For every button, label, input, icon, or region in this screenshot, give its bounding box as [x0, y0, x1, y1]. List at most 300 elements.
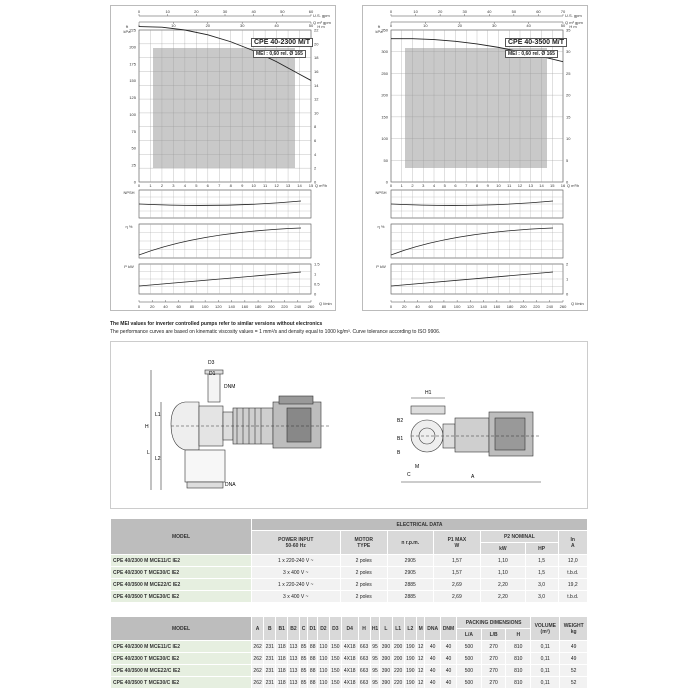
bottom-tick-label: 0: [137, 304, 141, 309]
table-row: [111, 677, 588, 689]
cell-dim: 12: [416, 653, 425, 665]
y-tick-label: 300: [381, 49, 388, 55]
cell-weight: 52: [560, 665, 588, 677]
cell-power: 1 x 220-240 V ~: [252, 555, 341, 567]
cell-dim: 663: [358, 653, 370, 665]
bottom-tick-label: 80: [189, 304, 195, 309]
dim-d1: D1: [209, 371, 216, 377]
cell-volume: 0,11: [531, 653, 560, 665]
x-tick-label: 10: [251, 183, 256, 188]
y-tick-label: 350: [381, 27, 388, 33]
dim-l: L: [147, 450, 150, 456]
cell-packing: 810: [506, 677, 531, 689]
top-tick-label: 50: [280, 9, 285, 14]
cell-rpm: 2885: [387, 591, 433, 603]
cell-dim: 95: [370, 653, 380, 665]
y-tick-label: 10: [566, 136, 571, 142]
x-tick-label: 2: [411, 183, 414, 188]
y-tick-label: 0: [566, 179, 569, 185]
dim-h: H: [145, 424, 149, 430]
operating-range: [153, 48, 295, 168]
top-tick-label: 20: [205, 23, 211, 28]
cell-dim: 95: [370, 641, 380, 653]
cell-dim: 231: [264, 641, 276, 653]
y-tick-label: 5: [566, 157, 569, 163]
col-d1: D1: [308, 617, 318, 641]
col-d2: D2: [318, 617, 330, 641]
cell-dim: 663: [358, 641, 370, 653]
bottom-tick-label: 20: [150, 304, 155, 309]
power-tick-label: 0: [314, 291, 317, 297]
col-packing-1: L/B: [481, 629, 506, 641]
x-tick-label: 4: [432, 183, 436, 188]
cell-dim: 190: [404, 677, 416, 689]
cell-in: 19,2: [558, 579, 587, 591]
y-axis-label-ft: ft: [377, 24, 381, 29]
cell-dim: 390: [380, 641, 392, 653]
cell-dim: 118: [276, 677, 288, 689]
bottom-tick-label: 80: [441, 304, 447, 309]
bottom-tick-label: 260: [559, 304, 567, 309]
top-tick-label: 40: [251, 9, 256, 14]
cell-dim: 150: [329, 653, 341, 665]
bottom-tick-label: 100: [453, 304, 461, 309]
cell-kw: 1,10: [481, 555, 525, 567]
y-tick-label: 25: [131, 162, 136, 168]
y-tick-label: 20: [566, 92, 571, 98]
cell-model: CPE 40/3500 T MCE30/C IE2: [111, 677, 252, 689]
y-tick-label: 100: [381, 136, 388, 142]
x-tick-label: 15: [308, 183, 314, 188]
efficiency-label: η %: [125, 224, 133, 229]
cell-power: 1 x 220-240 V ~: [252, 579, 341, 591]
top-tick-label: 70: [560, 9, 566, 14]
y-axis-label: kPa: [123, 29, 131, 34]
col-kw: kW: [481, 543, 525, 555]
bottom-tick-label: 160: [493, 304, 501, 309]
x-tick-label: 11: [263, 183, 268, 188]
electrical-caption: ELECTRICAL DATA: [252, 519, 588, 531]
cell-dim: 113: [288, 641, 300, 653]
cell-weight: 49: [560, 653, 588, 665]
bottom-tick-label: 160: [241, 304, 249, 309]
table-row: [111, 555, 588, 567]
top-tick-label: 40: [274, 23, 279, 28]
dim-b1: B1: [397, 436, 404, 442]
col-dnm: DNM: [440, 617, 456, 641]
cell-model: CPE 40/2300 T MCE30/C IE2: [111, 653, 252, 665]
cell-packing: 500: [457, 653, 482, 665]
y-tick-label: 8: [314, 124, 317, 130]
bottom-tick-label: 100: [201, 304, 209, 309]
bottom-tick-label: 200: [267, 304, 275, 309]
col-d3: D3: [329, 617, 341, 641]
cell-dim: 118: [276, 653, 288, 665]
chart-mei-label: MEI : 0,60 rel. Ø 165: [505, 50, 558, 58]
pump-top-view: [401, 398, 541, 482]
bottom-axis-label: Q l/min: [319, 301, 332, 306]
cell-hp: 1,5: [525, 567, 558, 579]
dim-d3: D3: [208, 360, 215, 366]
y-tick-label: 25: [566, 70, 571, 76]
dim-dna: DNA: [225, 482, 236, 488]
x-tick-label: 1: [400, 183, 403, 188]
cell-packing: 810: [506, 665, 531, 677]
col-power-input: POWER INPUT 50-60 Hz: [252, 531, 341, 555]
cell-model: CPE 40/3500 T MCE30/C IE2: [111, 591, 252, 603]
performance-note: The performance curves are based on kinematic viscosity values = 1 mm²/s and density equal to 1000 kg/m³. Curve tolerance according to ISO 9906.: [110, 329, 441, 335]
cell-volume: 0,11: [531, 641, 560, 653]
cell-dim: 150: [329, 677, 341, 689]
cell-dim: 390: [380, 653, 392, 665]
table-row: [111, 591, 588, 603]
col-b2: B2: [288, 617, 300, 641]
cell-packing: 270: [481, 641, 506, 653]
y-tick-label: 225: [129, 27, 136, 33]
top-tick-label: 30: [462, 9, 467, 14]
y-tick-label: 250: [381, 70, 388, 76]
bottom-tick-label: 240: [546, 304, 554, 309]
x-tick-label: 12: [274, 183, 279, 188]
cell-dim: 150: [329, 641, 341, 653]
bottom-tick-label: 260: [307, 304, 315, 309]
cell-in: t.b.d.: [558, 567, 587, 579]
x-tick-label: 9: [241, 183, 244, 188]
cell-dim: 190: [404, 665, 416, 677]
top-tick-label: 0: [389, 23, 393, 28]
cell-dim: 40: [425, 653, 440, 665]
chart-model-label: CPE 40-2300 M/T: [251, 38, 313, 47]
cell-packing: 270: [481, 665, 506, 677]
cell-dim: 118: [276, 665, 288, 677]
cell-dim: 113: [288, 665, 300, 677]
col-packing-2: H: [506, 629, 531, 641]
cell-motor: 2 poles: [340, 591, 387, 603]
cell-dim: 190: [404, 653, 416, 665]
x-tick-label: 12: [517, 183, 523, 188]
bottom-axis-label: Q l/min: [571, 301, 584, 306]
top-axis-usgpm-label: U.S. gpm: [565, 13, 582, 18]
cell-power: 3 x 400 V ~: [252, 591, 341, 603]
cell-hp: 3,0: [525, 579, 558, 591]
table-row: [111, 567, 588, 579]
x-tick-label: 2: [160, 183, 164, 188]
y-tick-label: 22: [314, 27, 319, 33]
pump-side-view: [151, 370, 329, 490]
col-h1: H1: [370, 617, 380, 641]
table-row: [111, 641, 588, 653]
top-tick-label: 0: [137, 23, 141, 28]
col-m: M: [416, 617, 425, 641]
power-tick-label: 0.5: [314, 281, 320, 287]
cell-dim: 118: [276, 641, 288, 653]
cell-dim: 85: [299, 665, 308, 677]
cell-p1: 1,57: [433, 555, 481, 567]
power-label: P kW: [124, 264, 134, 269]
y-tick-label: 0: [133, 179, 136, 185]
y-tick-label: 0: [385, 179, 388, 185]
mei-note: The MEI values for inverter controlled pumps refer to similar versions without electronics: [110, 321, 323, 327]
col-model: MODEL: [111, 617, 252, 641]
col-model: MODEL: [111, 519, 252, 555]
efficiency-label: η %: [377, 224, 385, 229]
x-tick-label: 14: [539, 183, 544, 188]
cell-dim: 113: [288, 653, 300, 665]
y-tick-label: 200: [129, 44, 136, 50]
cell-packing: 500: [457, 665, 482, 677]
x-tick-label: 13: [528, 183, 533, 188]
col-volume: VOLUME (m³): [531, 617, 560, 641]
cell-motor: 2 poles: [340, 579, 387, 591]
cell-dim: 262: [252, 665, 264, 677]
y-tick-label: 175: [129, 61, 136, 67]
top-tick-label: 40: [526, 23, 531, 28]
bottom-tick-label: 40: [415, 304, 420, 309]
cell-dim: 390: [380, 677, 392, 689]
top-tick-label: 30: [239, 23, 245, 28]
cell-dim: 190: [404, 641, 416, 653]
cell-packing: 810: [506, 641, 531, 653]
top-tick-label: 20: [194, 9, 199, 14]
dim-m: M: [415, 464, 420, 470]
y-axis-label-h: H m: [317, 24, 325, 29]
cell-dim: 220: [392, 665, 404, 677]
cell-dim: 110: [318, 653, 330, 665]
cell-packing: 500: [457, 677, 482, 689]
col-b: B: [264, 617, 276, 641]
dim-l1: L1: [155, 412, 161, 418]
y-tick-label: 16: [314, 68, 319, 74]
cell-motor: 2 poles: [340, 555, 387, 567]
col-hp: HP: [525, 543, 558, 555]
cell-model: CPE 40/2300 T MCE30/C IE2: [111, 567, 252, 579]
x-tick-label: 8: [229, 183, 232, 188]
y-tick-label: 100: [129, 111, 136, 117]
top-tick-label: 10: [165, 9, 170, 14]
cell-dim: 88: [308, 677, 318, 689]
dim-a: A: [471, 474, 475, 480]
cell-dim: 262: [252, 641, 264, 653]
cell-dim: 113: [288, 677, 300, 689]
table-row: [111, 665, 588, 677]
y-tick-label: 50: [383, 157, 388, 163]
dimension-drawing: [110, 341, 588, 509]
y-tick-label: 75: [131, 128, 136, 134]
cell-dim: 40: [440, 641, 456, 653]
y-tick-label: 150: [381, 114, 388, 120]
top-tick-label: 10: [423, 23, 428, 28]
y-tick-label: 0: [314, 179, 317, 185]
cell-dim: 200: [392, 641, 404, 653]
x-tick-label: 3: [422, 183, 425, 188]
cell-packing: 500: [457, 641, 482, 653]
cell-model: CPE 40/2300 M MCE11/C IE2: [111, 555, 252, 567]
cell-model: CPE 40/2300 M MCE11/C IE2: [111, 641, 252, 653]
performance-chart-cpe-40-3500: [362, 5, 588, 311]
top-tick-label: 50: [511, 9, 517, 14]
dim-l2: L2: [155, 456, 161, 462]
top-tick-label: 0: [389, 9, 393, 14]
top-tick-label: 0: [137, 9, 141, 14]
power-tick-label: 2: [566, 261, 569, 267]
power-tick-label: 1: [314, 271, 317, 277]
x-tick-label: 15: [550, 183, 555, 188]
y-tick-label: 4: [314, 151, 317, 157]
cell-dim: 88: [308, 665, 318, 677]
cell-dim: 110: [318, 641, 330, 653]
power-tick-label: 1.5: [314, 261, 320, 267]
col-packing-0: L/A: [457, 629, 482, 641]
cell-dim: 390: [380, 665, 392, 677]
cell-dim: 231: [264, 665, 276, 677]
cell-p1: 2,69: [433, 579, 481, 591]
cell-dim: 4X18: [341, 665, 358, 677]
bottom-tick-label: 180: [506, 304, 514, 309]
cell-dim: 40: [425, 641, 440, 653]
y-tick-label: 15: [566, 114, 571, 120]
col-p1-max: P1 MAX W: [433, 531, 481, 555]
cell-dim: 663: [358, 677, 370, 689]
x-tick-label: 13: [285, 183, 291, 188]
top-tick-label: 60: [308, 9, 314, 14]
dim-b2: B2: [397, 418, 404, 424]
cell-dim: 85: [299, 641, 308, 653]
cell-dim: 4X18: [341, 677, 358, 689]
cell-dim: 95: [370, 677, 380, 689]
cell-power: 3 x 400 V ~: [252, 567, 341, 579]
cell-dim: 12: [416, 641, 425, 653]
col-a: A: [252, 617, 264, 641]
y-tick-label: 14: [314, 82, 319, 88]
power-label: P kW: [376, 264, 386, 269]
y-tick-label: 2: [314, 165, 317, 171]
top-axis-imp-label: Q m³ gpm: [565, 20, 583, 25]
cell-dim: 12: [416, 677, 425, 689]
col-l: L: [380, 617, 392, 641]
col-weight: WEIGHT kg: [560, 617, 588, 641]
cell-motor: 2 poles: [340, 567, 387, 579]
y-tick-label: 18: [314, 55, 319, 61]
col-h: H: [358, 617, 370, 641]
cell-dim: 4X18: [341, 653, 358, 665]
electrical-data-table: [110, 518, 588, 603]
dim-h1: H1: [425, 390, 432, 396]
power-tick-label: 0: [566, 291, 569, 297]
y-tick-label: 10: [314, 110, 319, 116]
cell-dim: 110: [318, 665, 330, 677]
bottom-tick-label: 140: [480, 304, 487, 309]
cell-weight: 49: [560, 641, 588, 653]
cell-packing: 810: [506, 653, 531, 665]
table-row: [111, 653, 588, 665]
col-c: C: [299, 617, 308, 641]
cell-rpm: 2905: [387, 555, 433, 567]
top-tick-label: 30: [491, 23, 497, 28]
cell-dim: 4X18: [341, 641, 358, 653]
col-dna: DNA: [425, 617, 440, 641]
cell-kw: 2,20: [481, 591, 525, 603]
cell-dim: 40: [440, 677, 456, 689]
x-tick-label: 7: [465, 183, 468, 188]
cell-in: 12,0: [558, 555, 587, 567]
performance-chart-cpe-40-2300: [110, 5, 336, 311]
cell-volume: 0,11: [531, 677, 560, 689]
top-tick-label: 50: [308, 23, 314, 28]
bottom-tick-label: 240: [294, 304, 302, 309]
cell-kw: 2,20: [481, 579, 525, 591]
y-tick-label: 6: [314, 138, 317, 144]
top-tick-label: 50: [560, 23, 566, 28]
top-tick-label: 10: [413, 9, 418, 14]
bottom-tick-label: 60: [176, 304, 181, 309]
cell-in: t.b.d.: [558, 591, 587, 603]
col-b1: B1: [276, 617, 288, 641]
cell-dim: 663: [358, 665, 370, 677]
y-tick-label: 150: [129, 78, 136, 84]
cell-volume: 0,11: [531, 665, 560, 677]
col-l2: L2: [404, 617, 416, 641]
cell-packing: 270: [481, 653, 506, 665]
npsh-label: NPSH: [123, 190, 135, 195]
x-tick-label: 5: [195, 183, 198, 188]
x-tick-label: 5: [443, 183, 446, 188]
operating-range: [405, 48, 547, 168]
bottom-tick-label: 140: [228, 304, 235, 309]
y-axis-label: kPa: [375, 29, 383, 34]
x-tick-label: 9: [486, 183, 489, 188]
x-tick-label: 7: [218, 183, 221, 188]
x-tick-label: 0: [389, 183, 393, 188]
top-tick-label: 30: [222, 9, 228, 14]
cell-dim: 40: [440, 665, 456, 677]
top-axis-usgpm-label: U.S. gpm: [313, 13, 330, 18]
bottom-tick-label: 220: [533, 304, 540, 309]
cell-dim: 150: [329, 665, 341, 677]
cell-packing: 270: [481, 677, 506, 689]
cell-dim: 95: [370, 665, 380, 677]
y-tick-label: 20: [314, 41, 319, 47]
x-axis-label: Q m³/h: [314, 183, 328, 188]
cell-dim: 40: [440, 653, 456, 665]
cell-weight: 52: [560, 677, 588, 689]
x-tick-label: 3: [172, 183, 175, 188]
cell-p1: 2,69: [433, 591, 481, 603]
col-packing-dimensions: PACKING DIMENSIONS: [457, 617, 531, 629]
top-tick-label: 20: [457, 23, 463, 28]
x-tick-label: 11: [507, 183, 512, 188]
dim-c: C: [407, 472, 411, 478]
x-tick-label: 4: [183, 183, 186, 188]
y-tick-label: 30: [566, 49, 571, 55]
cell-model: CPE 40/3500 M MCE22/C IE2: [111, 579, 252, 591]
cell-rpm: 2885: [387, 579, 433, 591]
x-tick-label: 6: [454, 183, 457, 188]
col-l1: L1: [392, 617, 404, 641]
x-tick-label: 10: [496, 183, 501, 188]
cell-dim: 85: [299, 677, 308, 689]
x-tick-label: 0: [137, 183, 141, 188]
cell-model: CPE 40/3500 M MCE22/C IE2: [111, 665, 252, 677]
bottom-tick-label: 220: [281, 304, 288, 309]
dim-b: B: [397, 450, 401, 456]
bottom-tick-label: 120: [467, 304, 474, 309]
top-tick-label: 20: [437, 9, 443, 14]
pump-drawing-svg: [111, 342, 587, 508]
cell-kw: 1,10: [481, 567, 525, 579]
power-tick-label: 1: [566, 276, 569, 282]
bottom-tick-label: 120: [215, 304, 222, 309]
cell-dim: 12: [416, 665, 425, 677]
